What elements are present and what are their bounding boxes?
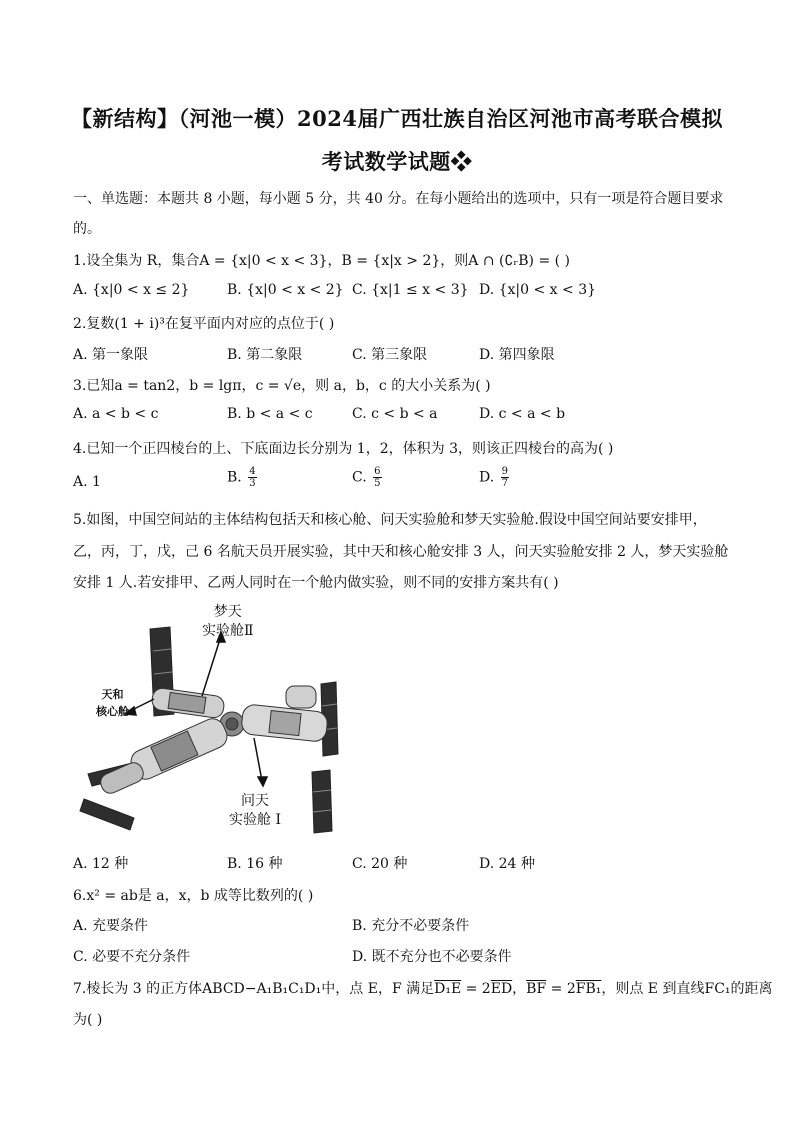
equals-2: = 2: [546, 981, 576, 997]
question-7-text-start: 7.棱长为 3 的正方体ABCD−A₁B₁C₁D₁中，点 E，F 满足: [73, 981, 435, 997]
question-6-option-d: D. 既不充分也不必要条件: [352, 949, 512, 965]
vector-fb1: FB₁: [575, 981, 602, 997]
exam-title-line2: 考试数学试题❖: [321, 149, 473, 174]
exam-title-line1: 【新结构】（河池一模）2024届广西壮族自治区河池市高考联合模拟: [71, 106, 723, 131]
space-station-figure: [74, 596, 364, 841]
question-6-option-a: A. 充要条件: [73, 918, 149, 934]
question-6-option-c: C. 必要不充分条件: [73, 949, 191, 965]
question-2-option-d: D. 第四象限: [479, 347, 555, 363]
question-7-text-end: ，则点 E 到直线FC₁的距离: [601, 981, 773, 997]
section-instructions-line1: 一、单选题：本题共 8 小题，每小题 5 分，共 40 分。在每小题给出的选项中，只有一项是符合题目要求: [73, 191, 724, 207]
question-1-option-d: D. {x|0 < x < 3}: [479, 282, 597, 298]
question-4-option-a: A. 1: [73, 474, 101, 490]
tianhe-label-line1: 天和: [101, 688, 124, 701]
wentian-label-line2: 实验舱 I: [229, 812, 281, 828]
question-2-option-c: C. 第三象限: [352, 347, 428, 363]
question-4-option-c: [352, 466, 382, 489]
vector-d1e: D₁E: [434, 981, 462, 997]
question-4-option-b: [227, 466, 257, 489]
vector-bf: $\overline{BF}$: [526, 981, 547, 997]
right-module: [241, 686, 329, 742]
question-3-stem: 3.已知a = tan2，b = lgπ，c = √e，则 a，b，c 的大小关系为( ): [73, 378, 491, 394]
fraction: [248, 466, 256, 489]
fraction: [373, 466, 381, 489]
question-1-option-b: B. {x|0 < x < 2}: [227, 282, 344, 298]
question-5-line3: 安排 1 人.若安排甲、乙两人同时在一个舱内做实验，则不同的安排方案共有( ): [73, 575, 559, 591]
question-5-option-b: B. 16 种: [227, 856, 283, 872]
denominator: 3: [249, 478, 256, 489]
mengtian-label-line1: 梦天: [213, 604, 242, 620]
question-4-option-d: [479, 466, 509, 489]
mengtian-label-line2: 实验舱Ⅱ: [202, 623, 254, 639]
numerator: 6: [374, 466, 381, 477]
numerator: 9: [501, 466, 509, 477]
question-1-option-a: A. {x|0 < x ≤ 2}: [73, 282, 190, 298]
question-5-line1: 5.如图，中国空间站的主体结构包括天和核心舱、问天实验舱和梦天实验舱.假设中国空间站要安排甲，: [73, 512, 707, 528]
solar-panel-lower-right: [312, 770, 332, 833]
question-6-option-b: B. 充分不必要条件: [352, 918, 470, 934]
question-3-option-b: B. b < a < c: [227, 406, 313, 422]
option-letter: C.: [352, 469, 367, 486]
wentian-label-line1: 问天: [240, 793, 269, 809]
question-7-line2: 为( ): [73, 1012, 103, 1028]
question-2-stem: 2.复数(1 + i)³在复平面内对应的点位于( ): [73, 316, 335, 332]
question-5-option-c: C. 20 种: [352, 856, 408, 872]
question-6-stem: 6.x² = ab是 a，x，b 成等比数列的( ): [73, 888, 314, 904]
tianhe-label: [96, 686, 129, 720]
wentian-label: [229, 792, 281, 830]
option-letter: D.: [479, 469, 495, 486]
question-5-line2: 乙，丙，丁，戊，己 6 名航天员开展实验，其中天和核心舱安排 3 人，问天实验舱安排 2 人，梦天实验舱: [73, 544, 729, 560]
question-4-stem: 4.已知一个正四棱台的上、下底面边长分别为 1，2，体积为 3，则该正四棱台的高为( ): [73, 441, 614, 457]
tianhe-label-line2: 核心舱: [96, 705, 129, 718]
separator: ，: [512, 981, 527, 997]
denominator: 7: [501, 478, 509, 489]
question-1-stem: 1.设全集为 R，集合A = {x|0 < x < 3}，B = {x|x > 2}，则A ∩ (∁ᵣB) = ( ): [73, 253, 570, 269]
denominator: 5: [374, 478, 381, 489]
question-7-stem: [73, 978, 773, 998]
tianhe-core-module: [98, 715, 231, 796]
mengtian-label: [202, 603, 254, 641]
question-3-option-d: D. c < a < b: [479, 406, 566, 422]
question-3-option-a: A. a < b < c: [73, 406, 159, 422]
option-letter: B.: [227, 469, 242, 486]
vector-ed: $\overline{ED}$: [490, 981, 513, 997]
equals-2: = 2: [461, 981, 491, 997]
question-5-option-d: D. 24 种: [479, 856, 535, 872]
question-2-option-a: A. 第一象限: [73, 347, 149, 363]
question-1-option-c: C. {x|1 ≤ x < 3}: [352, 282, 469, 298]
fraction: [501, 466, 509, 489]
section-instructions-line2: 的。: [73, 221, 101, 237]
question-5-option-a: A. 12 种: [73, 856, 129, 872]
numerator: 4: [249, 466, 256, 477]
question-2-option-b: B. 第二象限: [227, 347, 303, 363]
question-3-option-c: C. c < b < a: [352, 406, 438, 422]
